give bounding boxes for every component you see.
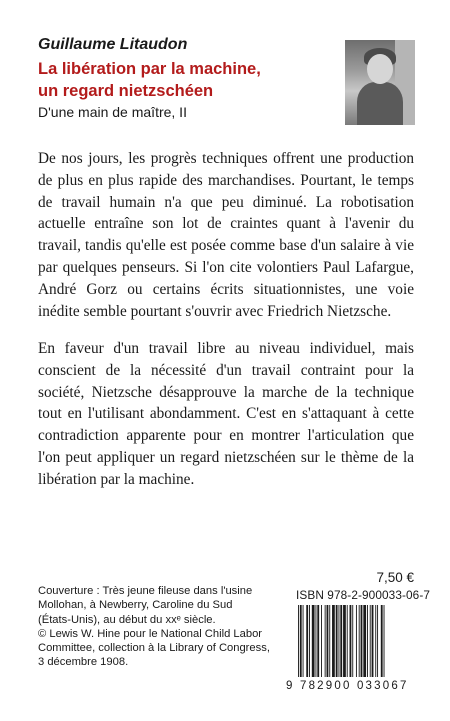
credit-line: (États-Unis), au début du xxᵉ siècle. xyxy=(38,613,216,626)
barcode-bar xyxy=(375,605,376,677)
barcode-bar xyxy=(343,605,346,677)
blurb-paragraph-2: En faveur d'un travail libre au niveau individuel, mais conscient de la nécessité d'un travail contraint pour la société, Nietzsche désapprouve la marche de la technique tout en l'utilisant abondamment. C'est en s'attaquant à cette contradiction apparente pour en montrer l'articulation que l'on peut appliquer un regard nietzschéen sur le thème de la libération par la machine. xyxy=(38,340,414,488)
barcode-bar xyxy=(359,605,360,677)
child-photo xyxy=(345,40,415,125)
book-title-line1: La libération par la machine, xyxy=(38,60,261,78)
barcode xyxy=(296,605,416,683)
barcode-bar xyxy=(303,605,304,677)
barcode-bar xyxy=(356,605,357,677)
barcode-bar xyxy=(367,605,368,677)
barcode-bar xyxy=(338,605,339,677)
barcode-bar xyxy=(325,605,326,677)
photo-figure-head xyxy=(367,54,393,84)
credit-line: 3 décembre 1908. xyxy=(38,656,129,669)
barcode-bar xyxy=(300,605,302,677)
barcode-bar xyxy=(332,605,335,677)
barcode-bar xyxy=(352,605,353,677)
barcode-bar xyxy=(321,605,322,677)
barcode-number: 9 782900 033067 xyxy=(286,680,409,692)
barcode-bar xyxy=(340,605,342,677)
book-subtitle: D'une main de maître, II xyxy=(38,104,187,120)
barcode-bars xyxy=(296,605,416,683)
barcode-bar xyxy=(347,605,348,677)
barcode-bar xyxy=(372,605,374,677)
barcode-bar xyxy=(381,605,383,677)
author-name: Guillaume Litaudon xyxy=(38,36,188,53)
barcode-bar xyxy=(329,605,330,677)
photo-figure-body xyxy=(357,82,403,125)
book-title-line2: un regard nietzschéen xyxy=(38,82,214,100)
credit-line: Committee, collection à la Library of Congress, xyxy=(38,642,270,655)
barcode-bar xyxy=(327,605,329,677)
barcode-bar xyxy=(298,605,299,677)
barcode-bar xyxy=(312,605,315,677)
barcode-bar xyxy=(315,605,316,677)
credit-line: Mollohan, à Newberry, Caroline du Sud xyxy=(38,599,233,612)
barcode-bar xyxy=(363,605,366,677)
barcode-bar xyxy=(350,605,352,677)
blurb-paragraph-1: De nos jours, les progrès techniques offrent une production de plus en plus rapide des marchandises. Pourtant, le temps de travail humain n'a que peu diminué. La robotisation actuelle entraîne son lot de craintes quant à l'avenir du travail, tandis qu'elle est posée comme base d'un salaire à vie par quelques penseurs. Si l'on cite volontiers Paul Lafargue, André Gorz ou certains écrits situationnistes, une voie inédite semble pourtant s'ouvrir avec Friedrich Nietzsche. xyxy=(38,150,414,320)
barcode-bar xyxy=(309,605,310,677)
barcode-bar xyxy=(336,605,338,677)
barcode-bar xyxy=(377,605,378,677)
price: 7,50 € xyxy=(376,570,414,585)
barcode-bar xyxy=(370,605,371,677)
cover-credit xyxy=(38,584,283,670)
barcode-bar xyxy=(384,605,385,677)
barcode-bar xyxy=(317,605,319,677)
barcode-bar xyxy=(306,605,308,677)
book-title xyxy=(38,58,328,102)
isbn-label: ISBN 978-2-900033-06-7 xyxy=(296,588,431,602)
credit-line: © Lewis W. Hine pour le National Child Labor xyxy=(38,627,263,640)
barcode-bar xyxy=(361,605,363,677)
credit-line: Couverture : Très jeune fileuse dans l'usine xyxy=(38,585,253,597)
